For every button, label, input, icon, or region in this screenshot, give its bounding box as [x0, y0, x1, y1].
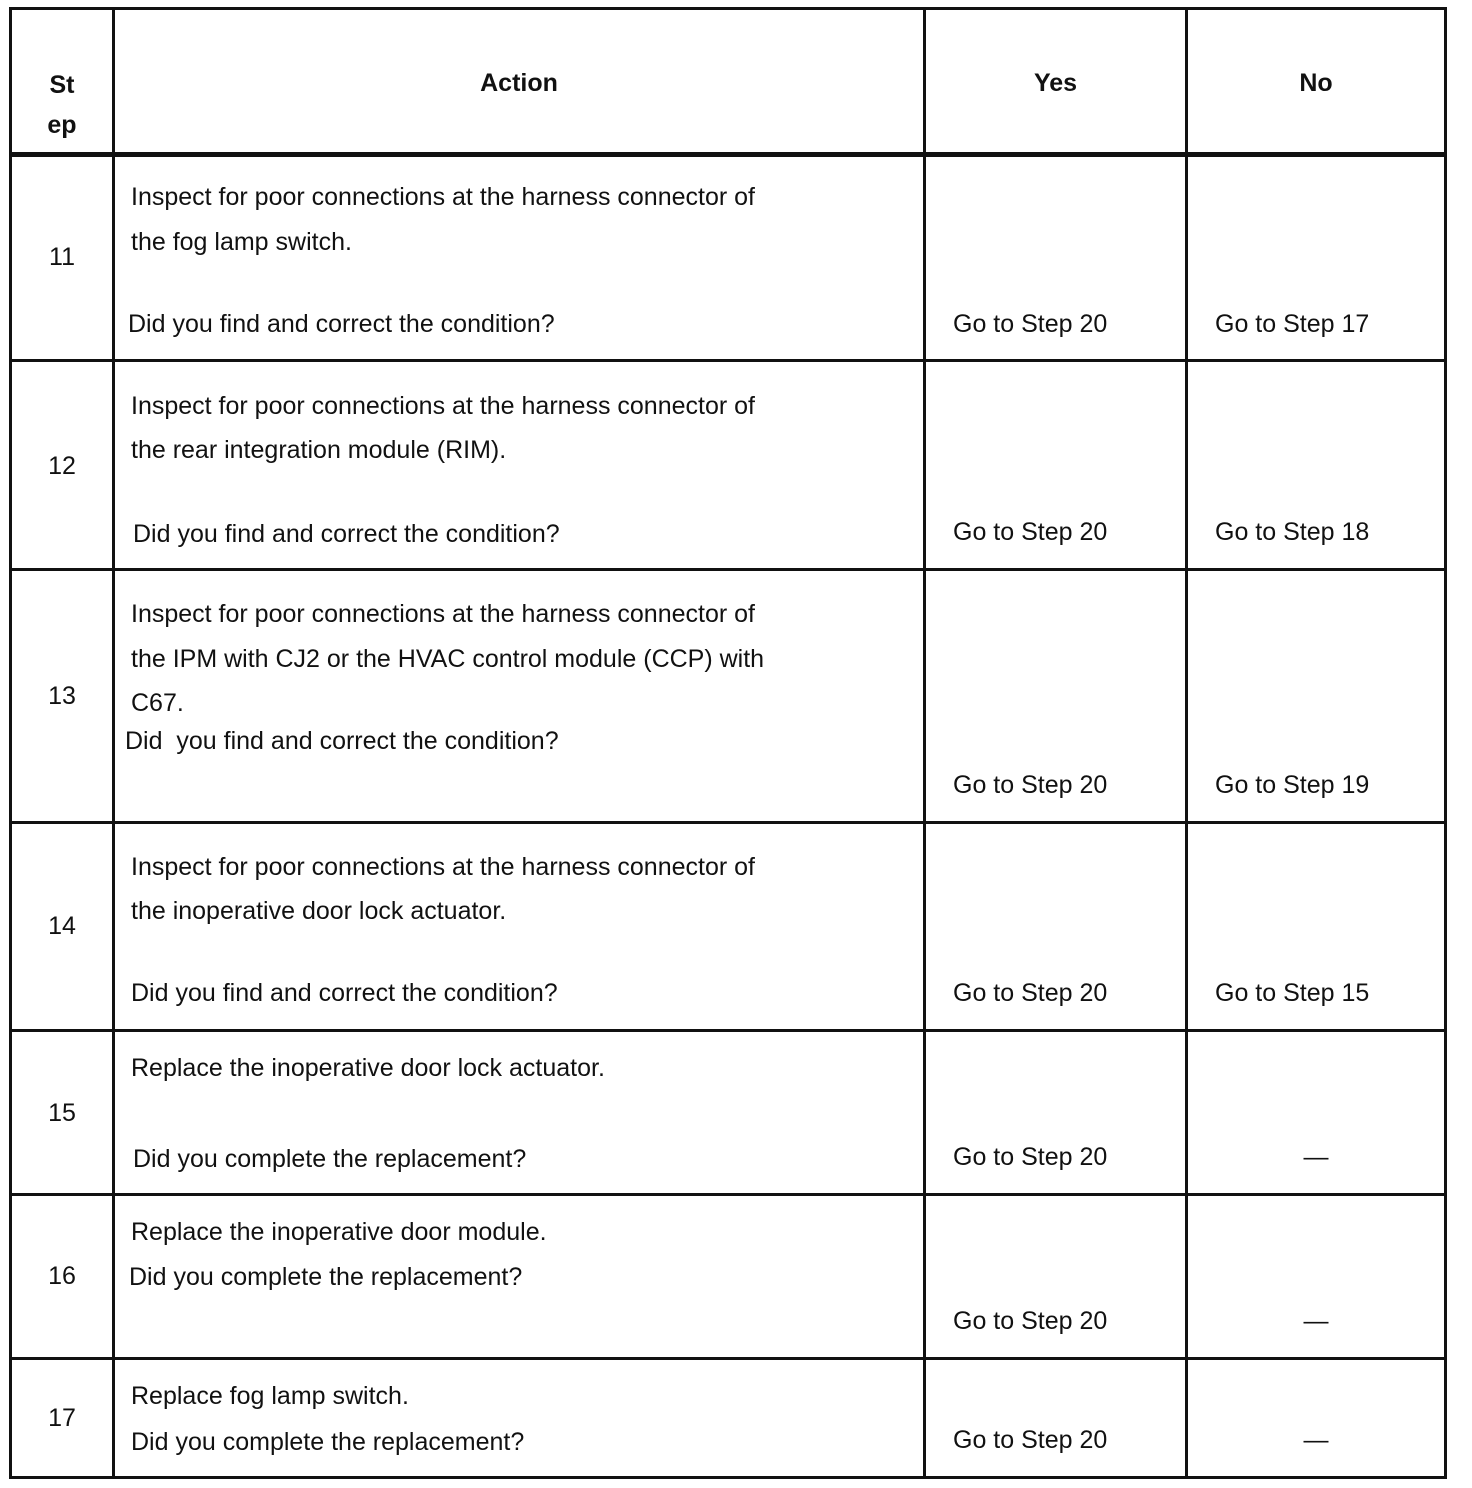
header-divider	[12, 152, 1444, 157]
action-question: Did you find and correct the condition?	[125, 727, 559, 755]
no-result: —	[1303, 1307, 1329, 1335]
action-text: Inspect for poor connections at the harness connector of the rear integration module (RIM).	[131, 392, 755, 464]
diagnostic-table	[9, 7, 1447, 1479]
step-number: 13	[48, 682, 76, 710]
yes-result: Go to Step 20	[953, 771, 1108, 799]
action-text: Inspect for poor connections at the harness connector of the IPM with CJ2 or the HVAC control module (CCP) with C67.	[131, 600, 765, 717]
yes-result: Go to Step 20	[953, 1426, 1108, 1454]
column-divider	[1185, 10, 1188, 1476]
step-number: 17	[48, 1404, 76, 1432]
no-result: Go to Step 15	[1215, 979, 1370, 1007]
action-question: Did you find and correct the condition?	[133, 520, 560, 548]
yes-result: Go to Step 20	[953, 1143, 1108, 1171]
yes-result: Go to Step 20	[953, 1307, 1108, 1335]
action-question: Did you find and correct the condition?	[131, 979, 558, 1007]
no-result: —	[1303, 1143, 1329, 1171]
yes-result: Go to Step 20	[953, 310, 1108, 338]
row-divider	[12, 1357, 1444, 1360]
action-text: Replace the inoperative door module.	[131, 1218, 547, 1246]
step-number: 14	[48, 912, 76, 940]
no-result: —	[1303, 1426, 1329, 1454]
action-text: Replace fog lamp switch.	[131, 1382, 409, 1410]
action-question: Did you complete the replacement?	[133, 1145, 527, 1173]
action-text: Inspect for poor connections at the harness connector of the fog lamp switch.	[131, 183, 755, 256]
step-number: 11	[49, 243, 75, 271]
yes-result: Go to Step 20	[953, 979, 1108, 1007]
row-divider	[12, 1029, 1444, 1032]
header-no: No	[1299, 69, 1333, 97]
header-action: Action	[480, 69, 558, 97]
row-divider	[12, 1193, 1444, 1196]
step-number: 15	[48, 1099, 76, 1127]
header-step: St ep	[47, 71, 77, 139]
action-text: Replace the inoperative door lock actuator.	[131, 1054, 605, 1082]
yes-result: Go to Step 20	[953, 518, 1108, 546]
column-divider	[112, 10, 115, 1476]
no-result: Go to Step 18	[1215, 518, 1370, 546]
action-question: Did you complete the replacement?	[131, 1428, 525, 1456]
no-result: Go to Step 17	[1215, 310, 1370, 338]
step-number: 16	[48, 1262, 76, 1290]
action-question: Did you find and correct the condition?	[128, 310, 555, 338]
step-number: 12	[48, 452, 76, 480]
column-divider	[923, 10, 926, 1476]
no-result: Go to Step 19	[1215, 771, 1370, 799]
row-divider	[12, 821, 1444, 824]
action-text: Inspect for poor connections at the harness connector of the inoperative door lock actuator.	[131, 853, 755, 925]
header-yes: Yes	[1033, 69, 1078, 97]
row-divider	[12, 568, 1444, 571]
action-question: Did you complete the replacement?	[129, 1263, 523, 1291]
row-divider	[12, 359, 1444, 362]
